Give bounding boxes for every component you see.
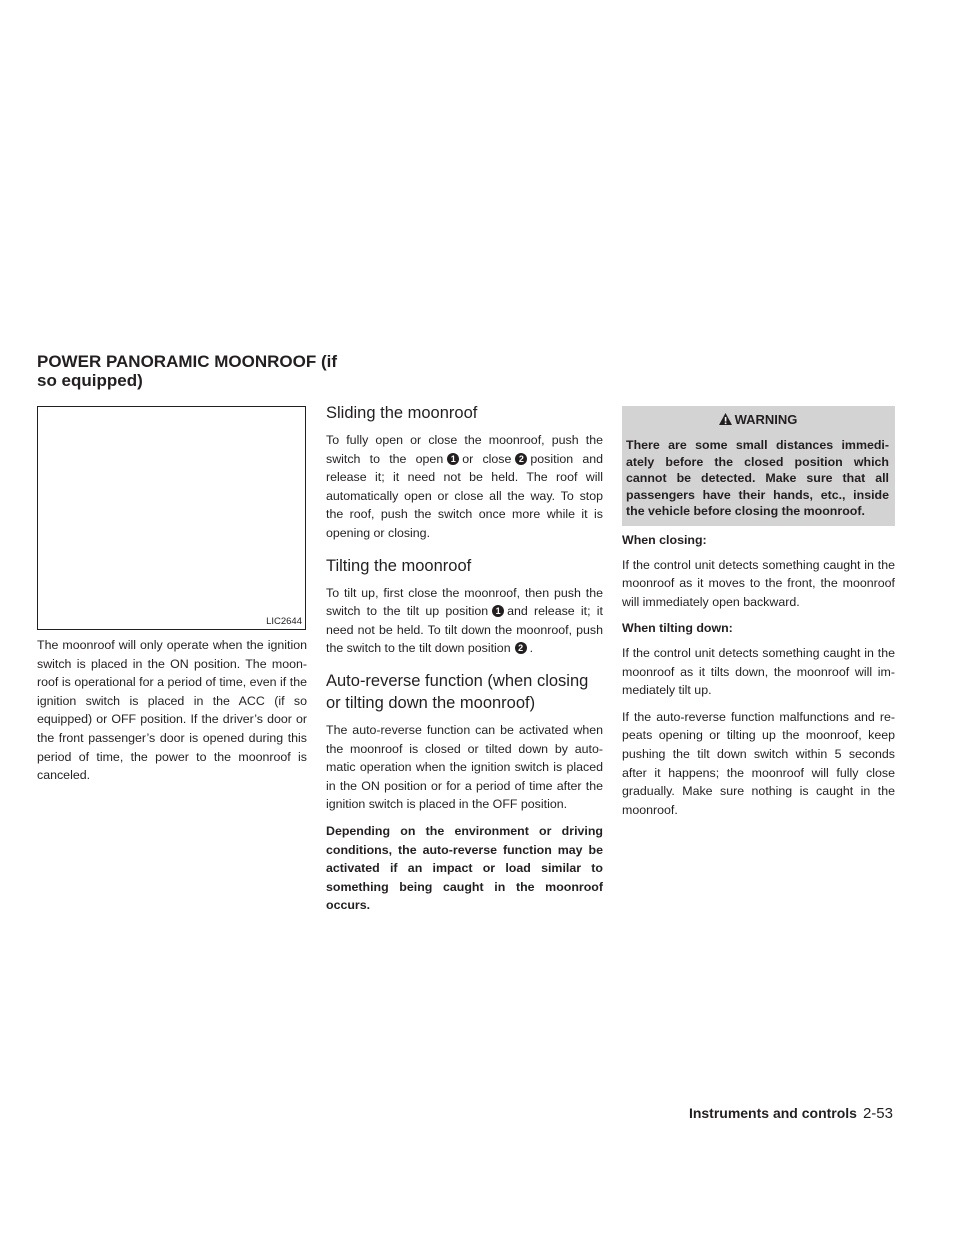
sliding-text-a: To fully open or close the moonroof, push the switch to the open — [326, 433, 603, 466]
warning-triangle-icon — [718, 412, 733, 430]
page-footer — [689, 1104, 893, 1123]
tilting-text-a: To tilt up, first close the moonroof, then push the switch to the tilt up position — [326, 585, 603, 619]
figure-id: LIC2644 — [266, 616, 302, 627]
closing-label: When closing: — [622, 532, 707, 547]
warning-text: There are some small distances immedi-ately before the closed position which cannot be detected. Make sure that all passengers have their hands, etc., inside the vehicle before closing the moonroof. — [626, 438, 889, 519]
sliding-heading: Sliding the moonroof — [326, 404, 478, 422]
auto-reverse-heading: Auto-reverse function (when closing or tilting down the moonroof) — [326, 671, 589, 712]
sliding-text-b: or close — [462, 451, 512, 466]
tilting-down-paragraph: If the control unit detects something caught in the moonroof as it tilts down, the moonroof will im-mediately tilt up. — [622, 645, 895, 698]
auto-reverse-paragraph: The auto-reverse function can be activated when the moonroof is closed or tilted down by auto-matic operation when the ignition switch is placed in the ON position or for a period of time after the ignition switch is placed in the OFF position. — [326, 722, 603, 812]
column-middle — [326, 402, 603, 923]
sliding-paragraph — [326, 431, 603, 543]
page-number: 2-53 — [862, 1105, 893, 1122]
tilting-text-c: . — [529, 641, 534, 656]
warning-header — [626, 412, 889, 430]
column-right — [622, 406, 895, 827]
moonroof-figure — [37, 406, 306, 630]
column-left — [37, 636, 307, 793]
marker-2-icon: 2 — [515, 453, 527, 465]
section-title-line2: so equipped) — [37, 371, 143, 390]
section-title-line1: POWER PANORAMIC MOONROOF (if — [37, 352, 337, 371]
tilting-down-label: When tilting down: — [622, 621, 733, 636]
warning-box — [622, 406, 895, 526]
tilting-heading: Tilting the moonroof — [326, 556, 472, 575]
closing-paragraph: If the control unit detects something caught in the moonroof as it moves to the front, the moonroof will immediately open backward. — [622, 557, 895, 609]
operation-paragraph: The moonroof will only operate when the ignition switch is placed in the ON position. The moon-roof is operational for a period of time, even if the ignition switch is placed in the ACC (if so equipped) or OFF position. If the driver’s door or the front passenger’s door is opened during this period of time, the power to the moonroof is canceled. — [37, 638, 307, 783]
footer-section-title: Instruments and controls — [688, 1105, 857, 1121]
sliding-text-c: position and release it; it need not be held. The roof will automatically open or close all the way. To stop the roof, push the switch once more while it is opening or closing. — [326, 451, 603, 540]
tilting-text-b: and release it; it need not be held. To tilt down the moonroof, push the switch to the tilt down position — [326, 604, 603, 656]
marker-1-icon: 1 — [492, 605, 504, 617]
marker-2-icon: 2 — [515, 642, 527, 654]
tilting-paragraph — [326, 584, 603, 658]
warning-title: WARNING — [734, 412, 798, 427]
section-title — [37, 352, 337, 390]
marker-1-icon: 1 — [447, 453, 459, 465]
malfunction-paragraph: If the auto-reverse function malfunctions and re-peats opening or tilting up the moonroof, keep pushing the tilt down switch within 5 seconds after it happens; the moonroof will fully close gradually. Make sure nothing is caught in the moonroof. — [622, 709, 895, 817]
auto-reverse-bold-paragraph: Depending on the environment or driving conditions, the auto-reverse function may be activated if an impact or load similar to something being caught in the moonroof occurs. — [326, 823, 603, 913]
